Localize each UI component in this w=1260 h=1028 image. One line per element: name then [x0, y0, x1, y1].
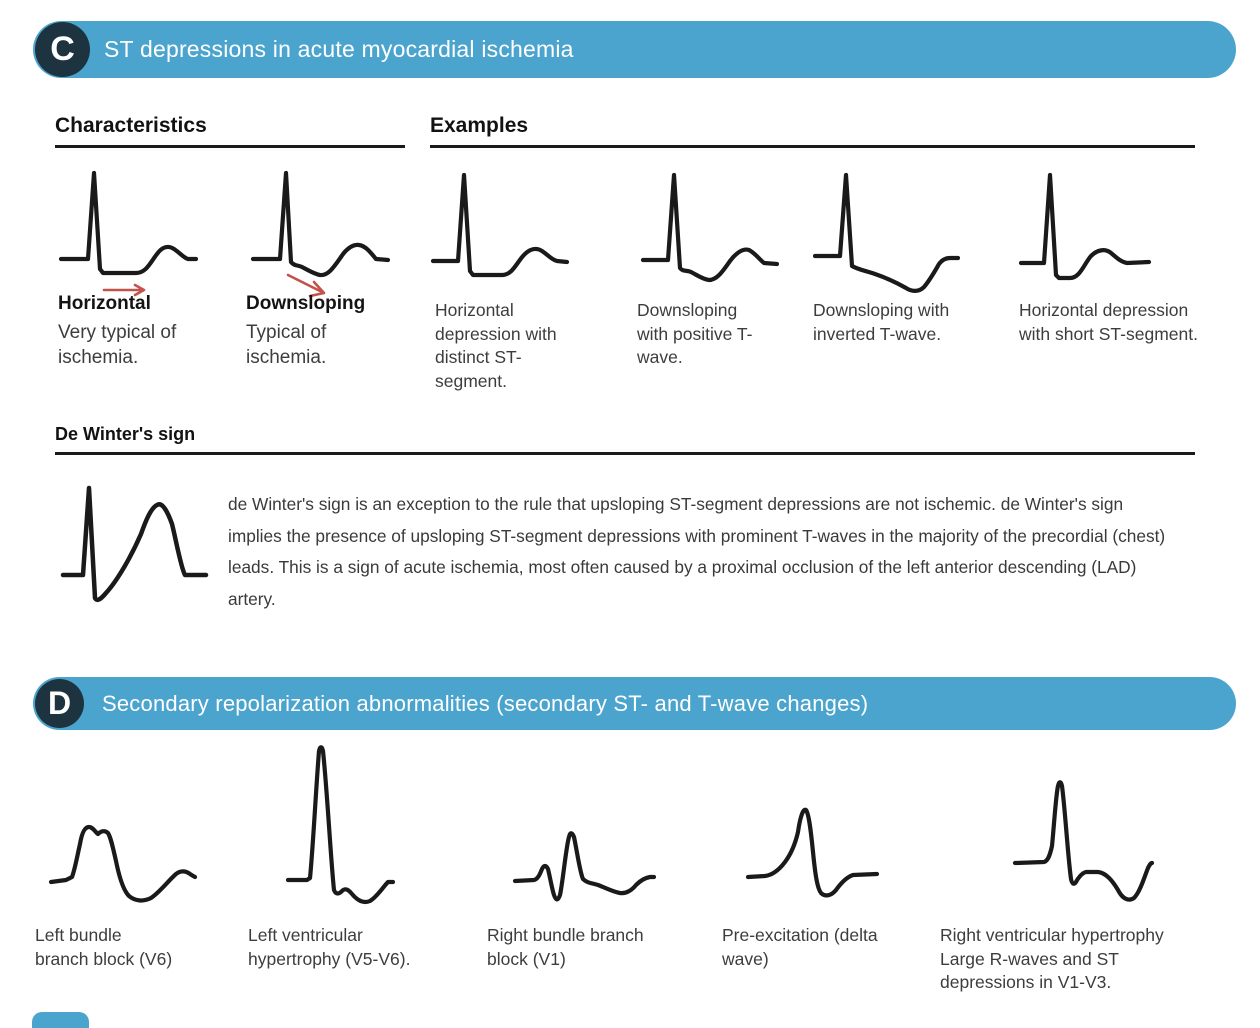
- example-caption-4: Horizontal depression with short ST-segment.: [1019, 300, 1198, 344]
- horizontal-label: Horizontal: [58, 293, 151, 314]
- ecg-lvh-trace: [285, 743, 395, 908]
- section-c-badge: C: [35, 22, 90, 77]
- ecg-dewinter-trace: [60, 482, 210, 607]
- downsloping-label: Downsloping: [246, 293, 366, 314]
- example-caption-1: Horizontal depression with distinct ST-segment.: [435, 300, 557, 391]
- ecg-example-horizontal-distinct-st-trace: [430, 168, 570, 283]
- rvh-caption: Right ventricular hypertrophy Large R-waves and ST depressions in V1-V3.: [940, 925, 1164, 992]
- example-caption-2: Downsloping with positive T-wave.: [637, 300, 753, 367]
- dewinter-heading: De Winter's sign: [55, 424, 1195, 455]
- examples-heading: Examples: [430, 114, 1195, 148]
- ecg-lbbb-trace: [48, 815, 198, 910]
- next-section-banner-fragment: [32, 1012, 89, 1028]
- example-caption-3: Downsloping with inverted T-wave.: [813, 300, 950, 344]
- section-d-banner: [33, 677, 1236, 730]
- ecg-rvh-trace: [1012, 778, 1154, 910]
- section-c-banner: [33, 21, 1236, 78]
- ecg-example-downsloping-inverted-t-trace: [812, 168, 962, 296]
- downsloping-desc: Typical of ischemia.: [246, 322, 327, 368]
- ecg-horizontal-depression-trace: [58, 166, 198, 281]
- ecg-example-downsloping-positive-t-trace: [640, 168, 780, 283]
- section-c-title: ST depressions in acute myocardial ischemia: [104, 36, 574, 62]
- ecg-example-horizontal-short-st-trace: [1018, 168, 1153, 283]
- characteristics-heading: Characteristics: [55, 114, 405, 148]
- ecg-downsloping-depression-trace: [250, 166, 390, 281]
- lvh-caption: Left ventricular hypertrophy (V5-V6).: [248, 925, 411, 969]
- ecg-preexcitation-trace: [745, 800, 880, 900]
- rbbb-caption: Right bundle branch block (V1): [487, 925, 644, 969]
- lbbb-caption: Left bundle branch block (V6): [35, 925, 173, 969]
- section-d-badge: D: [35, 679, 84, 728]
- section-d-title: Secondary repolarization abnormalities (secondary ST- and T-wave changes): [102, 690, 869, 716]
- dewinter-paragraph: de Winter's sign is an exception to the rule that upsloping ST-segment depressions are not ischemic. de Winter's sign implies the presence of upsloping ST-segment depressions with prominent T-waves in the majority of the precordial (chest) leads. This is a sign of acute ischemia, most often caused by a proximal occlusion of the left anterior descending (LAD) artery.: [228, 494, 1166, 609]
- preexcitation-caption: Pre-excitation (delta wave): [722, 925, 878, 969]
- ecg-rbbb-trace: [512, 825, 657, 905]
- horizontal-desc: Very typical of ischemia.: [58, 322, 177, 368]
